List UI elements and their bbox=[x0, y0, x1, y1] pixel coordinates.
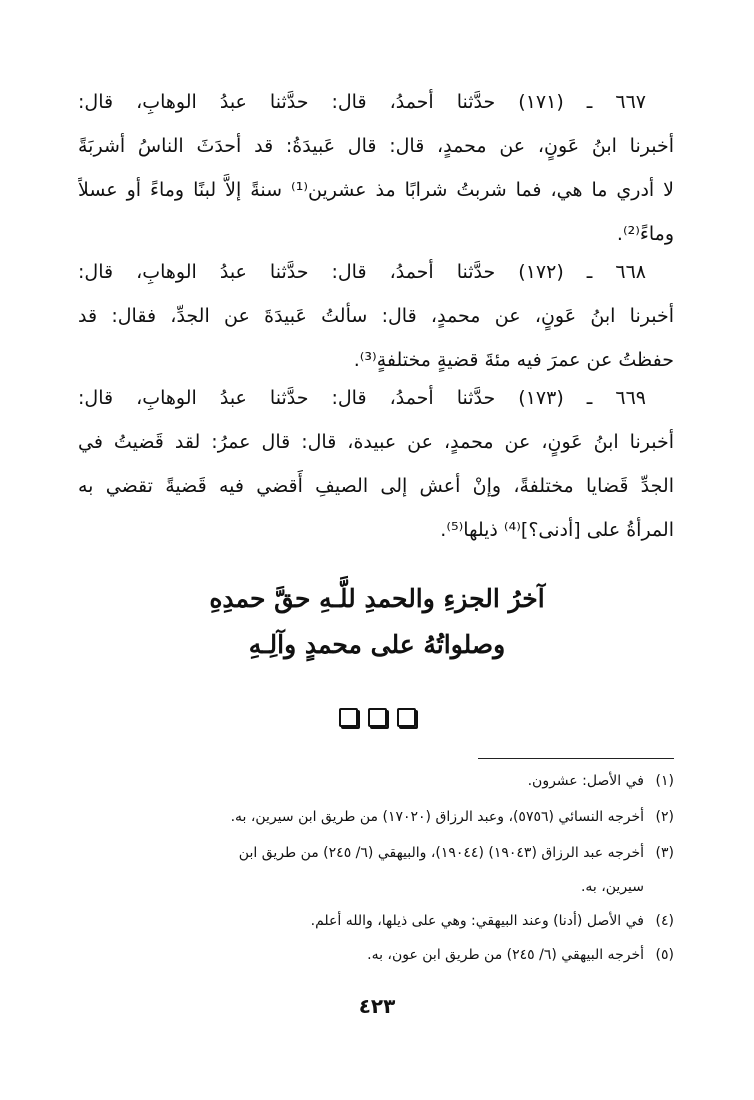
footnote-5 bbox=[78, 940, 674, 970]
page-number: ٤٢٣ bbox=[358, 994, 396, 1018]
text-line: لا أدري ما هي، فما شربتُ شرابًا مذ عشرين⁽¹⁾ سنةً إلاَّ لبنًا وماءً أو عسلاً bbox=[78, 179, 674, 201]
closing-line-2: وصلواتُهُ على محمدٍ وآلِـهِ bbox=[248, 630, 506, 659]
text-line: أخبرنا ابنُ عَونٍ، عن محمدٍ، قال: قال عَبيدَةُ: قد أحدَثَ الناسُ أشربَةً bbox=[78, 135, 674, 157]
hadith-669 bbox=[78, 376, 674, 552]
section-divider bbox=[0, 708, 754, 731]
footnote-number: (١) bbox=[655, 773, 674, 789]
text-line: ٦٦٩ ـ (١٧٣) حدَّثنا أحمدُ، قال: حدَّثنا عبدُ الوهابِ، قال: bbox=[78, 387, 646, 409]
footnote-text: أخرجه عبد الرزاق (١٩٠٤٣) (١٩٠٤٤)، والبيهقي (٦/ ٢٤٥) من طريق ابن bbox=[238, 845, 644, 861]
hadith-667 bbox=[78, 80, 674, 256]
footnote-4 bbox=[78, 906, 674, 936]
footnote-text: أخرجه البيهقي (٦/ ٢٤٥) من طريق ابن عون، به. bbox=[367, 947, 644, 963]
footnote-text: أخرجه النسائي (٥٧٥٦)، وعبد الرزاق (١٧٠٢٠) من طريق ابن سيرين، به. bbox=[230, 809, 644, 825]
square-ornament-icon bbox=[397, 708, 416, 727]
footnote-1 bbox=[78, 766, 674, 796]
hadith-668 bbox=[78, 250, 674, 382]
text-line: المرأةُ على [أدنى؟]⁽⁴⁾ ذيلها⁽⁵⁾. bbox=[440, 519, 674, 541]
square-ornament-icon bbox=[339, 708, 358, 727]
footnote-number: (٥) bbox=[655, 947, 674, 963]
footnote-3 bbox=[78, 838, 674, 868]
closing-line-1: آخرُ الجزءِ والحمدِ للَّـهِ حقَّ حمدِهِ bbox=[209, 584, 545, 613]
text-line: وماءً⁽²⁾. bbox=[616, 223, 674, 245]
footnote-number: (٢) bbox=[655, 809, 674, 825]
footnote-number: (٤) bbox=[655, 913, 674, 929]
text-line: أخبرنا ابنُ عَونٍ، عن محمدٍ، قال: سألتُ عَبيدَةَ عن الجدِّ، فقال: قد bbox=[78, 305, 674, 327]
text-line: أخبرنا ابنُ عَونٍ، عن محمدٍ، عن عبيدة، قال: قال عمرُ: لقد قَضيتُ في bbox=[78, 431, 674, 453]
footnote-2 bbox=[78, 802, 674, 832]
footnote-number: (٣) bbox=[655, 845, 674, 861]
text-line: الجدِّ قَضايا مختلفةً، وإنْ أعش إلى الصيفِ أَقضي فيه قَضيةً تقضي به bbox=[78, 475, 674, 497]
footnote-3-continuation bbox=[78, 872, 674, 902]
footnote-text: في الأصل (أدنا) وعند البيهقي: وهي على ذيلها، والله أعلم. bbox=[310, 913, 644, 929]
text-line: حفظتُ عن عمرَ فيه مئةَ قضيةٍ مختلفةٍ⁽³⁾. bbox=[353, 349, 674, 371]
footnote-separator bbox=[478, 758, 674, 759]
text-line: ٦٦٧ ـ (١٧١) حدَّثنا أحمدُ، قال: حدَّثنا عبدُ الوهابِ، قال: bbox=[78, 91, 646, 113]
footnote-text: في الأصل: عشرون. bbox=[527, 773, 644, 789]
square-ornament-icon bbox=[368, 708, 387, 727]
footnote-text: سيرين، به. bbox=[580, 879, 644, 895]
text-line: ٦٦٨ ـ (١٧٢) حدَّثنا أحمدُ، قال: حدَّثنا عبدُ الوهابِ، قال: bbox=[78, 261, 646, 283]
